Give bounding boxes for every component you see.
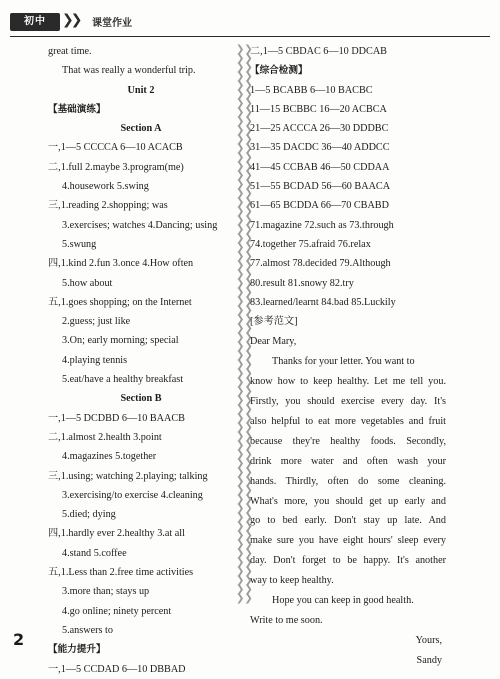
answer-line: 3.more than; stays up bbox=[62, 586, 150, 598]
essay-line: because they're healthy foods. Secondly, bbox=[250, 435, 446, 447]
answer-line: great time. bbox=[48, 46, 92, 57]
answer-line: That was really a wonderful trip. bbox=[62, 65, 196, 77]
answer-line: 4.go online; ninety percent bbox=[62, 605, 172, 617]
answer-line: 4.magazines 5.together bbox=[62, 451, 157, 463]
answer-line: 21—25 ACCCA 26—30 DDDBC bbox=[250, 123, 389, 135]
answer-line: 4.housework 5.swing bbox=[62, 181, 149, 193]
essay-line: Hope you can keep in good health. bbox=[272, 595, 414, 607]
essay-line: What's more, you should get up early and bbox=[250, 495, 446, 507]
answer-line: 51—55 BCDAD 56—60 BAACA bbox=[250, 181, 391, 193]
answer-line: 二,1—5 CBDAC 6—10 DDCAB bbox=[250, 46, 387, 57]
essay-line: drink more water and often wash your bbox=[250, 455, 446, 467]
level-tag: 初中 bbox=[10, 13, 60, 31]
answer-line: 3.exercises; watches 4.Dancing; using bbox=[62, 219, 218, 231]
answer-line: 83.learned/learnt 84.bad 85.Luckily bbox=[250, 296, 396, 308]
header-rule bbox=[10, 36, 490, 37]
unit-heading: Section B bbox=[120, 393, 162, 405]
answer-line: 五,1.goes shopping; on the Internet bbox=[48, 296, 192, 308]
column-divider: ❯❯ ❯❯ ❯❯ ❯❯ ❯❯ ❯❯ ❯❯ ❯❯ ❯❯ ❯❯ ❯❯ ❯❯ ❯❯ ❯❯ ❯❯ ❯❯ ❯❯ ❯❯ ❯❯ ❯❯ ❯❯ ❯❯ ❯❯ ❯❯ ❯❯ ❯❯ ❯❯ ❯❯ ❯❯ ❯❯ ❯❯ ❯❯ ❯❯ ❯❯ ❯❯ ❯❯ ❯❯ ❯❯ ❯❯ ❯❯ ❯❯ ❯❯ ❯❯ ❯❯ ❯❯ ❯❯ ❯❯ ❯❯ ❯❯ ❯❯ ❯❯ ❯❯ ❯❯ ❯❯ ❯❯ ❯❯ ❯❯ ❯❯ ❯❯ ❯❯ ❯❯ ❯❯ bbox=[236, 44, 253, 604]
essay-line: Thanks for your letter. You want to bbox=[272, 356, 415, 368]
answer-line: 2.guess; just like bbox=[62, 316, 131, 328]
answer-line: 3.exercising/to exercise 4.cleaning bbox=[62, 489, 203, 501]
answer-line: 5.how about bbox=[62, 277, 113, 289]
essay-line: Yours, bbox=[415, 634, 442, 646]
answer-line: 5.swung bbox=[62, 238, 97, 250]
answer-line: 三,1.using; watching 2.playing; talking bbox=[48, 470, 208, 482]
answer-line: 三,1.reading 2.shopping; was bbox=[48, 200, 168, 212]
essay-line: go to bed early. Don't stay up late. And bbox=[250, 515, 446, 527]
left-column bbox=[48, 42, 234, 679]
essay-line: day. Don't forget to be happy. It's another bbox=[250, 555, 446, 567]
model-essay bbox=[250, 332, 446, 670]
answer-line: 二,1.full 2.maybe 3.program(me) bbox=[48, 161, 184, 173]
answer-line: 4.playing tennis bbox=[62, 354, 128, 366]
essay-line: Write to me soon. bbox=[250, 614, 323, 626]
essay-line: make sure you have eight hours' sleep every bbox=[250, 535, 446, 547]
answer-line: 一,1—5 CCCCA 6—10 ACACB bbox=[48, 142, 183, 154]
unit-heading: Unit 2 bbox=[127, 84, 155, 96]
answer-line: 1—5 BCABB 6—10 BACBC bbox=[250, 84, 373, 96]
answer-line: 11—15 BCBBC 16—20 ACBCA bbox=[250, 103, 387, 115]
unit-heading: Section A bbox=[120, 123, 162, 135]
section-heading: 【能力提升】 bbox=[48, 644, 106, 656]
page-header bbox=[0, 0, 500, 36]
series-title: 课堂作业 bbox=[92, 18, 132, 29]
double-chevron-icon: ❯❯ bbox=[62, 12, 80, 28]
essay-line: way to keep healthy. bbox=[250, 575, 334, 587]
answer-line: 5.eat/have a healthy breakfast bbox=[62, 374, 184, 386]
answer-line: 3.On; early morning; special bbox=[62, 335, 179, 347]
right-column bbox=[250, 42, 446, 671]
answer-line: 5.died; dying bbox=[62, 509, 116, 521]
essay-line: also helpful to eat more vegetables and fruit bbox=[250, 416, 446, 428]
answer-line: 80.result 81.snowy 82.try bbox=[250, 277, 354, 289]
essay-line: Dear Mary, bbox=[250, 336, 297, 348]
answer-line: 四,1.hardly ever 2.healthy 3.at all bbox=[48, 528, 185, 540]
page-number: 2 bbox=[13, 630, 25, 649]
answer-line: 31—35 DACDC 36—40 ADDCC bbox=[250, 142, 390, 154]
essay-line: know how to keep healthy. Let me tell you. bbox=[250, 376, 446, 388]
section-heading: 【综合检测】 bbox=[250, 65, 308, 77]
section-heading: 【基础演练】 bbox=[48, 103, 106, 115]
essay-line: Firstly, you should exercise every day. It's bbox=[250, 396, 446, 408]
answer-line: 一,1—5 CCDAD 6—10 DBBAD bbox=[48, 663, 186, 675]
answer-line: 74.together 75.afraid 76.relax bbox=[250, 238, 371, 250]
answer-line: 5.answers to bbox=[62, 624, 113, 636]
answer-line: [参考范文] bbox=[250, 316, 298, 328]
answer-line: 五,1.Less than 2.free time activities bbox=[48, 567, 194, 579]
answer-line: 四,1.kind 2.fun 3.once 4.How often bbox=[48, 258, 194, 270]
answer-line: 41—45 CCBAB 46—50 CDDAA bbox=[250, 161, 390, 173]
answer-line: 一,1—5 DCDBD 6—10 BAACB bbox=[48, 412, 185, 424]
answer-line: 77.almost 78.decided 79.Although bbox=[250, 258, 391, 270]
answer-line: 71.magazine 72.such as 73.through bbox=[250, 219, 394, 231]
essay-line: hands. Thirdly, often do some cleaning. bbox=[250, 475, 446, 487]
answer-line: 61—65 BCDDA 66—70 CBABD bbox=[250, 200, 389, 212]
answer-line: 二,1.almost 2.health 3.point bbox=[48, 431, 162, 443]
answer-line: 4.stand 5.coffee bbox=[62, 547, 127, 559]
essay-line: Sandy bbox=[416, 654, 442, 666]
